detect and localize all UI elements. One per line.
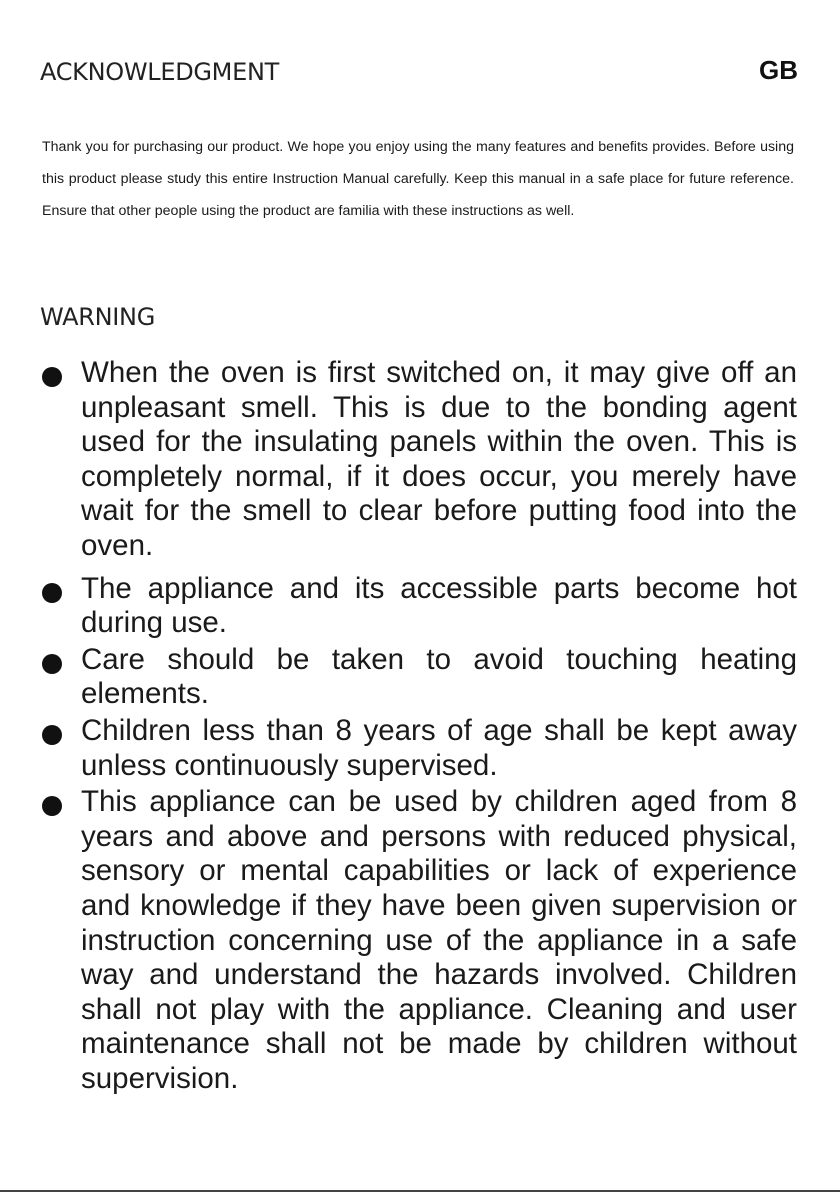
warning-text: When the oven is first switched on, it may give off an unpleasant smell. This is due to the bonding agent used for the insulating panels within the oven. This is completely normal, if it does occur, you merely have wait for the smell to clear before putting food into the oven. xyxy=(81,356,797,562)
warning-text: Children less than 8 years of age shall be kept away unless continuously supervised. xyxy=(81,713,797,782)
warning-item xyxy=(40,572,797,641)
bullet-icon xyxy=(42,725,62,745)
bullet-icon xyxy=(42,367,62,387)
acknowledgment-heading: ACKNOWLEDGMENT xyxy=(40,58,279,86)
warning-text: Care should be taken to avoid touching heating elements. xyxy=(81,642,797,711)
warning-text: The appliance and its accessible parts become hot during use. xyxy=(81,571,797,640)
bullet-icon xyxy=(42,654,62,674)
warning-heading: WARNING xyxy=(40,303,155,331)
warning-text: This appliance can be used by children aged from 8 years and above and persons with reduced physical, sensory or mental capabilities or lack of experience and knowledge if they have been given supervision or instruction concerning use of the appliance in a safe way and understand the hazards involved. Children shall not play with the appliance. Cleaning and user maintenance shall not be made by children without supervision. xyxy=(81,785,797,1095)
bullet-icon xyxy=(42,796,62,816)
bullet-icon xyxy=(42,583,62,603)
intro-paragraph: Thank you for purchasing our product. We hope you enjoy using the many features and benefits provides. Before using this product please study this entire Instruction Manual carefully. Keep this manual in a safe place for future reference. Ensure that other people using the product are familia with these instructions as well. xyxy=(42,139,794,219)
language-code: GB xyxy=(759,55,798,85)
warning-item xyxy=(40,714,797,783)
warning-item xyxy=(40,643,797,712)
warning-item xyxy=(40,785,797,1096)
warning-list xyxy=(40,356,797,1098)
warning-item xyxy=(40,356,797,564)
